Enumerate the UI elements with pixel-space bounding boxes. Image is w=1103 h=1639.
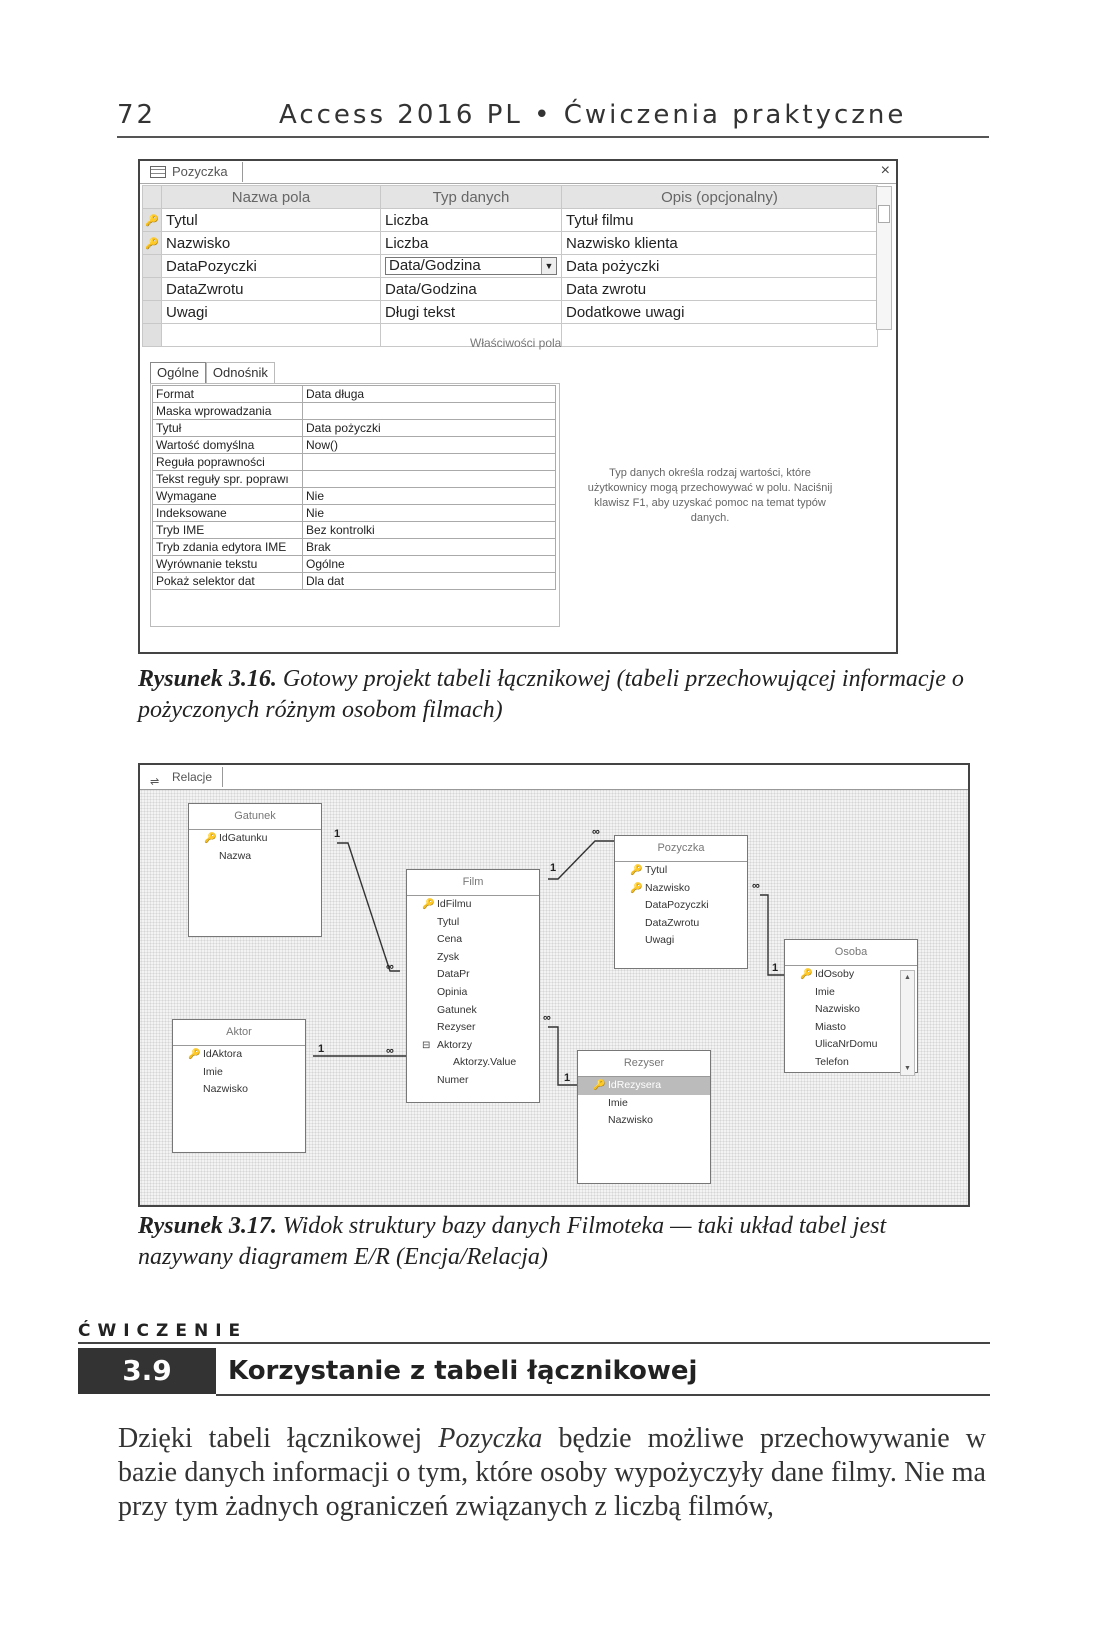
row-selector[interactable] [143,301,162,324]
table-field[interactable]: Telefon [815,1055,849,1068]
table-scrollbar[interactable] [900,970,915,1076]
property-name: Wartość domyślna [153,437,303,454]
figure-caption [138,664,968,726]
primary-key-icon: 🔑 [143,209,162,232]
scroll-down-icon[interactable]: ▼ [904,1065,911,1072]
data-type-dropdown[interactable] [385,257,557,275]
document-tab-pozyczka[interactable] [144,162,243,182]
field-name-cell[interactable]: DataPozyczki [162,255,381,278]
property-row[interactable] [153,573,556,590]
property-value[interactable]: Brak [303,539,556,556]
property-tabs [150,362,275,384]
table-field[interactable]: 🔑 IdOsoby [785,966,917,984]
scrollbar-thumb[interactable] [878,205,890,223]
book-title: Access 2016 PL • Ćwiczenia praktyczne [279,100,907,130]
collapse-icon[interactable]: ⊟ [422,1039,431,1051]
tab-lookup[interactable]: Odnośnik [206,362,275,383]
field-name-cell[interactable]: Tytul [162,209,381,232]
table-field[interactable]: DataZwrotu [645,916,700,929]
property-name: Indeksowane [153,505,303,522]
table-field[interactable]: Aktorzy.Value [453,1056,517,1069]
table-field[interactable]: DataPr [437,968,470,981]
table-title: Osoba [785,940,917,966]
table-rezyser[interactable] [577,1050,711,1184]
property-name: Tytuł [153,420,303,437]
data-type-cell[interactable]: Liczba [381,209,562,232]
property-row[interactable] [153,454,556,471]
property-value[interactable]: Bez kontrolki [303,522,556,539]
table-field[interactable]: Uwagi [645,934,675,947]
field-grid-header [143,186,878,209]
cardinality-label: ∞ [592,826,600,838]
table-field[interactable]: Nazwa [219,849,252,862]
field-row[interactable] [143,232,878,255]
primary-key-icon: 🔑 [204,833,217,844]
row-selector[interactable] [143,255,162,278]
relation-line[interactable] [548,1027,577,1085]
exercise-title: Korzystanie z tabeli łącznikowej [228,1356,698,1386]
field-row[interactable] [143,209,878,232]
table-icon [150,166,166,178]
chevron-down-icon[interactable]: ▼ [541,258,556,274]
field-name-cell[interactable] [162,324,381,347]
cardinality-label: 1 [318,1043,325,1055]
description-cell[interactable]: Tytuł filmu [562,209,878,232]
table-field[interactable]: Gatunek [437,1003,477,1016]
row-selector[interactable] [143,324,162,347]
divider [78,1342,990,1344]
data-type-dropdown-value: Data/Godzina [389,257,481,274]
primary-key-icon: 🔑 [800,969,813,980]
property-row[interactable] [153,386,556,403]
cardinality-label: ∞ [386,1045,394,1057]
emphasis: Pozyczka [438,1423,543,1454]
field-row[interactable] [143,278,878,301]
primary-key-icon: 🔑 [593,1080,606,1091]
table-field[interactable]: Miasto [815,1020,846,1033]
table-design-screenshot [138,159,898,654]
help-text: Typ danych określa rodzaj wartości, które użytkownicy mogą przechowywać w polu. Naciśnij klawisz F1, aby uzyskać pomoc na temat typów danych. [587,467,833,524]
table-field[interactable]: Imie [203,1065,223,1078]
divider [216,1394,990,1396]
page-header [117,100,989,138]
property-row[interactable] [153,539,556,556]
column-header: Typ danych [381,186,562,209]
table-title: Pozyczka [615,836,747,862]
relationships-icon: ⇌ [150,776,160,788]
table-title: Aktor [173,1020,305,1046]
cardinality-label: 1 [334,828,341,840]
property-row[interactable] [153,556,556,573]
property-row[interactable] [153,471,556,488]
table-title: Film [407,870,539,896]
field-name-cell[interactable]: Uwagi [162,301,381,324]
property-name: Pokaż selektor dat [153,573,303,590]
table-field[interactable]: UlicaNrDomu [815,1038,878,1051]
primary-key-icon: 🔑 [630,865,643,876]
cardinality-label: 1 [772,962,779,974]
table-field[interactable]: Nazwisko [815,1003,860,1016]
document-tab-label: Pozyczka [172,164,228,179]
table-osoba[interactable] [784,939,918,1073]
row-selector[interactable] [143,278,162,301]
figure-label: Rysunek 3.17. [138,1213,277,1239]
table-field[interactable]: 🔑 IdFilmu [407,896,539,914]
figure-caption [138,1211,968,1273]
table-pozyczka[interactable] [614,835,748,969]
property-name: Wyrównanie tekstu [153,556,303,573]
field-grid [142,185,878,347]
property-name: Tekst reguły spr. poprawı [153,471,303,488]
property-name: Tryb zdania edytora IME [153,539,303,556]
figure-caption-text: Gotowy projekt tabeli łącznikowej (tabeli przechowującej informacje o pożyczonych różnym osobom filmach) [138,666,964,723]
property-value[interactable]: Ogólne [303,556,556,573]
table-film[interactable] [406,869,540,1103]
cardinality-label: ∞ [752,880,760,892]
property-value[interactable]: Data pożyczki [303,420,556,437]
field-row[interactable] [143,301,878,324]
data-type-cell[interactable]: Długi tekst [381,301,562,324]
tab-general[interactable]: Ogólne [150,362,206,383]
table-field[interactable]: Tytul [437,915,460,928]
exercise-label: ĆWICZENIE [78,1321,248,1341]
table-field[interactable]: Numer [437,1073,469,1086]
table-field[interactable]: 🔑 Tytul [615,862,747,880]
grid-scrollbar[interactable] [876,186,892,330]
table-field[interactable]: Imie [815,985,835,998]
property-row[interactable] [153,437,556,454]
property-row[interactable] [153,522,556,539]
relation-line[interactable] [337,843,400,971]
document-tab-label: Relacje [172,770,213,784]
table-field[interactable]: Opinia [437,985,468,998]
page-number: 72 [117,100,157,130]
cardinality-label: 1 [564,1072,571,1084]
description-cell[interactable]: Nazwisko klienta [562,232,878,255]
property-value[interactable] [303,471,556,488]
table-field[interactable]: DataPozyczki [645,899,709,912]
data-type-cell[interactable]: Data/Godzina [381,278,562,301]
exercise-number: 3.9 [78,1348,216,1394]
property-name: Reguła poprawności [153,454,303,471]
primary-key-icon: 🔑 [143,232,162,255]
cardinality-label: 1 [550,862,557,874]
table-field[interactable]: Nazwisko [203,1083,248,1096]
relation-line[interactable] [548,841,614,879]
document-tab-bar [140,161,896,184]
cardinality-label: ∞ [543,1012,551,1024]
primary-key-icon: 🔑 [630,882,643,894]
table-field[interactable]: Imie [608,1096,628,1109]
property-value[interactable]: Data długa [303,386,556,403]
field-name-cell[interactable]: DataZwrotu [162,278,381,301]
property-row[interactable] [153,488,556,505]
property-row[interactable] [153,420,556,437]
close-icon[interactable]: × [880,162,890,179]
column-header: Nazwa pola [162,186,381,209]
property-name: Maska wprowadzania [153,403,303,420]
property-value[interactable]: Dla dat [303,573,556,590]
table-title: Rezyser [578,1051,710,1077]
scroll-up-icon[interactable]: ▲ [904,974,911,981]
cardinality-label: ∞ [386,961,394,973]
field-row[interactable] [143,255,878,278]
table-field[interactable]: 🔑 IdRezysera [578,1077,710,1095]
property-value[interactable]: Nie [303,488,556,505]
description-cell[interactable]: Dodatkowe uwagi [562,301,878,324]
table-gatunek[interactable] [188,803,322,937]
table-field[interactable]: Zysk [437,950,460,963]
table-field[interactable]: 🔑 IdAktora [173,1046,305,1064]
column-header: Opis (opcjonalny) [562,186,878,209]
field-name-cell[interactable]: Nazwisko [162,232,381,255]
property-value[interactable]: Now() [303,437,556,454]
property-row[interactable] [153,403,556,420]
table-field[interactable]: ⊟ Aktorzy [407,1037,539,1055]
description-cell[interactable] [562,324,878,347]
table-field[interactable]: 🔑 IdGatunku [189,830,321,848]
table-field[interactable]: 🔑 Nazwisko [615,880,747,898]
property-name: Format [153,386,303,403]
property-name: Wymagane [153,488,303,505]
description-cell[interactable]: Data zwrotu [562,278,878,301]
figure-caption-text: Widok struktury bazy danych Filmoteka — taki układ tabel jest nazywany diagramem E/R (Encja/Relacja) [138,1213,887,1270]
primary-key-icon: 🔑 [422,899,435,910]
data-type-cell[interactable]: Liczba [381,232,562,255]
figure-label: Rysunek 3.16. [138,666,277,692]
property-name: Tryb IME [153,522,303,539]
field-properties-caption: Właściwości pola [470,336,562,350]
table-field[interactable]: Nazwisko [608,1114,653,1127]
body-paragraph: Dzięki tabeli łącznikowej Pozyczka będzie możliwe przechowywanie w bazie danych informacji o tym, które osoby wypożyczyły dane filmy. Nie ma przy tym żadnych ograniczeń związanych z liczbą filmów, [118,1423,986,1522]
table-field[interactable]: Rezyser [437,1021,476,1034]
table-field[interactable]: Cena [437,933,463,946]
property-value[interactable]: Nie [303,505,556,522]
description-cell[interactable]: Data pożyczki [562,255,878,278]
table-title: Gatunek [189,804,321,830]
property-sheet [152,385,556,590]
data-type-cell[interactable] [381,255,562,278]
primary-key-icon: 🔑 [188,1049,201,1060]
property-value[interactable] [303,454,556,471]
relationships-screenshot [138,763,970,1207]
property-value[interactable] [303,403,556,420]
property-row[interactable] [153,505,556,522]
table-aktor[interactable] [172,1019,306,1153]
row-selector-header [143,186,162,209]
